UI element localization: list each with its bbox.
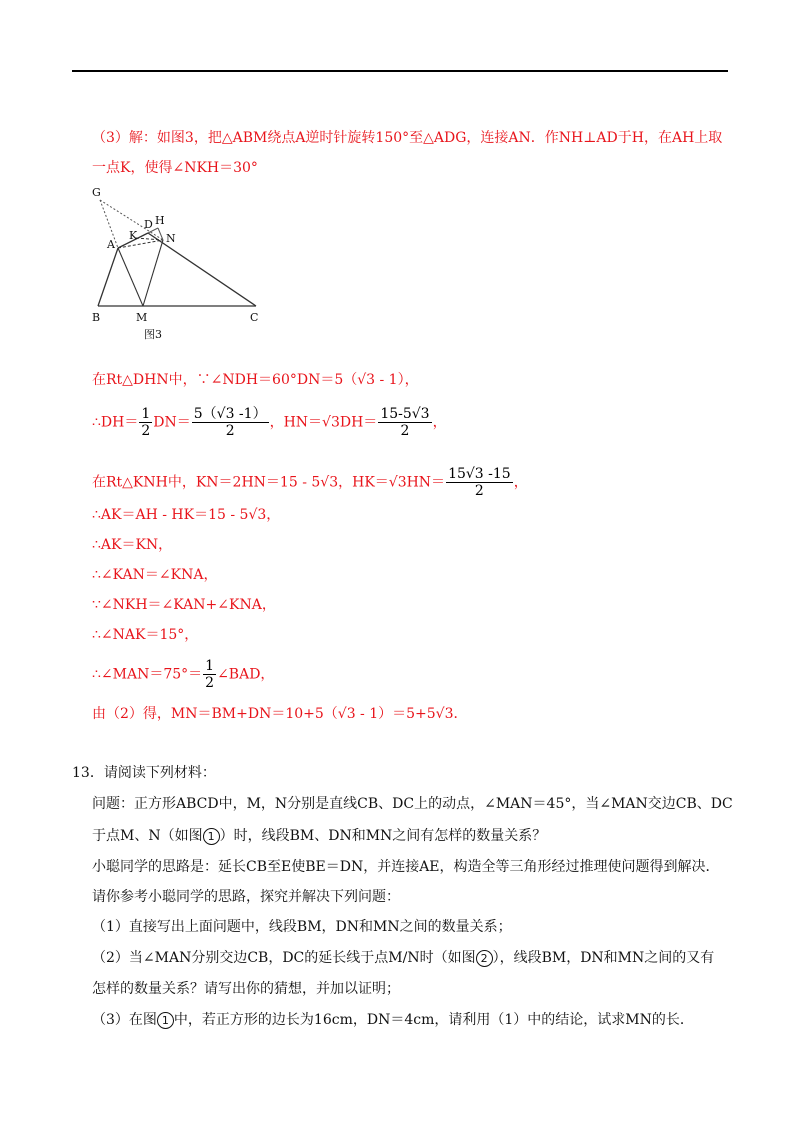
problem-13-q2-cont: 怎样的数量关系？请写出你的猜想，并加以证明； [92, 981, 400, 997]
solution-step-2 [92, 406, 447, 439]
label-a: A [107, 238, 115, 251]
q2-text-a: （2）当∠MAN分别交边CB，DC的延长线于点M/N时（如图 [92, 950, 476, 966]
segment-ba [98, 248, 118, 306]
problem-13-q2 [92, 948, 714, 968]
label-n: N [166, 232, 176, 245]
step2-mid2: ，HN＝√3DH＝ [269, 414, 378, 431]
solution-step-9 [92, 658, 274, 691]
solution-step-5: ∴AK＝KN， [92, 537, 173, 553]
fraction-denominator: 2 [141, 423, 151, 439]
label-h: H [155, 214, 165, 227]
geometry-figure-3 [86, 182, 266, 347]
q2-text-b: ），线段BM，DN和MN之间的又有 [492, 950, 715, 966]
solution-line-1: （3）解：如图3，把△ABM绕点A逆时针旋转150°至△ADG，连接AN．作NH⊥AD于H，在AH上取 [92, 130, 723, 146]
step9-prefix: ∴∠MAN＝75°＝ [92, 666, 203, 683]
q3-text-a: （3）在图 [92, 1012, 157, 1028]
fraction-hk [446, 466, 513, 499]
step9-end: ∠BAD， [217, 666, 275, 683]
solution-step-10: 由（2）得，MN＝BM+DN＝10+5（√3 - 1）＝5+5√3． [92, 706, 468, 722]
solution-step-8: ∴∠NAK＝15°， [92, 627, 199, 643]
p2-text-b: ）时，线段BM、DN和MN之间有怎样的数量关系？ [219, 828, 547, 844]
fraction-denominator: 2 [192, 422, 269, 439]
header-rule [72, 70, 728, 72]
segment-dc [148, 233, 256, 306]
problem-13-p3: 小聪同学的思路是：延长CB至E使BE＝DN，并连接AE，构造全等三角形经过推理使问题得到解决． [92, 859, 720, 875]
problem-13-q1: （1）直接写出上面问题中，线段BM，DN和MN之间的数量关系； [92, 919, 512, 935]
problem-13-p1: 问题：正方形ABCD中，M，N分别是直线CB、DC上的动点，∠MAN＝45°，当∠MAN交边CB、DC [92, 796, 733, 812]
figure-caption: 图3 [144, 328, 162, 341]
step2-prefix: ∴DH＝ [92, 414, 139, 431]
fraction-numerator: 1 [205, 658, 215, 674]
segment-am [118, 248, 143, 306]
label-g: G [92, 186, 101, 199]
label-d: D [144, 218, 153, 231]
step2-mid: DN＝ [153, 414, 191, 431]
label-b: B [92, 311, 101, 324]
fraction-dh [192, 406, 269, 439]
fraction-denominator: 2 [378, 422, 431, 439]
solution-step-3 [92, 466, 528, 499]
fraction-denominator: 2 [205, 675, 215, 691]
step2-end: ， [432, 414, 447, 431]
solution-step-6: ∴∠KAN＝∠KNA， [92, 567, 218, 583]
label-c: C [250, 311, 259, 324]
label-k: K [129, 229, 138, 242]
fraction-denominator: 2 [446, 482, 513, 499]
segment-mn [143, 240, 163, 306]
fraction-hn [378, 406, 431, 439]
solution-step-4: ∴AK＝AH - HK＝15 - 5√3， [92, 507, 281, 523]
problem-13-q3 [92, 1010, 694, 1030]
step3-prefix: 在Rt△KNH中，KN＝2HN＝15 - 5√3，HK＝√3HN＝ [92, 474, 446, 491]
fraction-numerator: 15-5√3 [380, 406, 430, 422]
solution-line-2: 一点K，使得∠NKH＝30° [92, 160, 258, 176]
fraction-numerator: 1 [141, 406, 151, 422]
fraction-half-bad [203, 658, 216, 691]
fraction-half [139, 406, 152, 439]
problem-13-p2 [92, 826, 546, 846]
solution-step-7: ∵∠NKH＝∠KAN+∠KNA， [92, 597, 276, 613]
p2-text-a: 于点M、N（如图 [92, 828, 203, 844]
problem-13-title: 13．请阅读下列材料： [72, 765, 216, 781]
circled-figure-number: 1 [203, 828, 220, 845]
label-m: M [136, 311, 148, 324]
q3-text-b: 中，若正方形的边长为16cm，DN＝4cm，请利用（1）中的结论，试求MN的长． [173, 1012, 694, 1028]
problem-13-p4: 请你参考小聪同学的思路，探究并解决下列问题： [92, 889, 400, 905]
solution-step-1: 在Rt△DHN中，∵∠NDH＝60°DN＝5（√3 - 1）， [92, 372, 419, 388]
step3-end: ， [513, 474, 528, 491]
fraction-numerator: 15√3 -15 [448, 466, 511, 482]
segment-hn [158, 228, 163, 240]
fraction-numerator: 5（√3 -1） [193, 406, 267, 422]
circled-figure-number: 1 [157, 1012, 174, 1029]
circled-figure-number: 2 [476, 950, 493, 967]
